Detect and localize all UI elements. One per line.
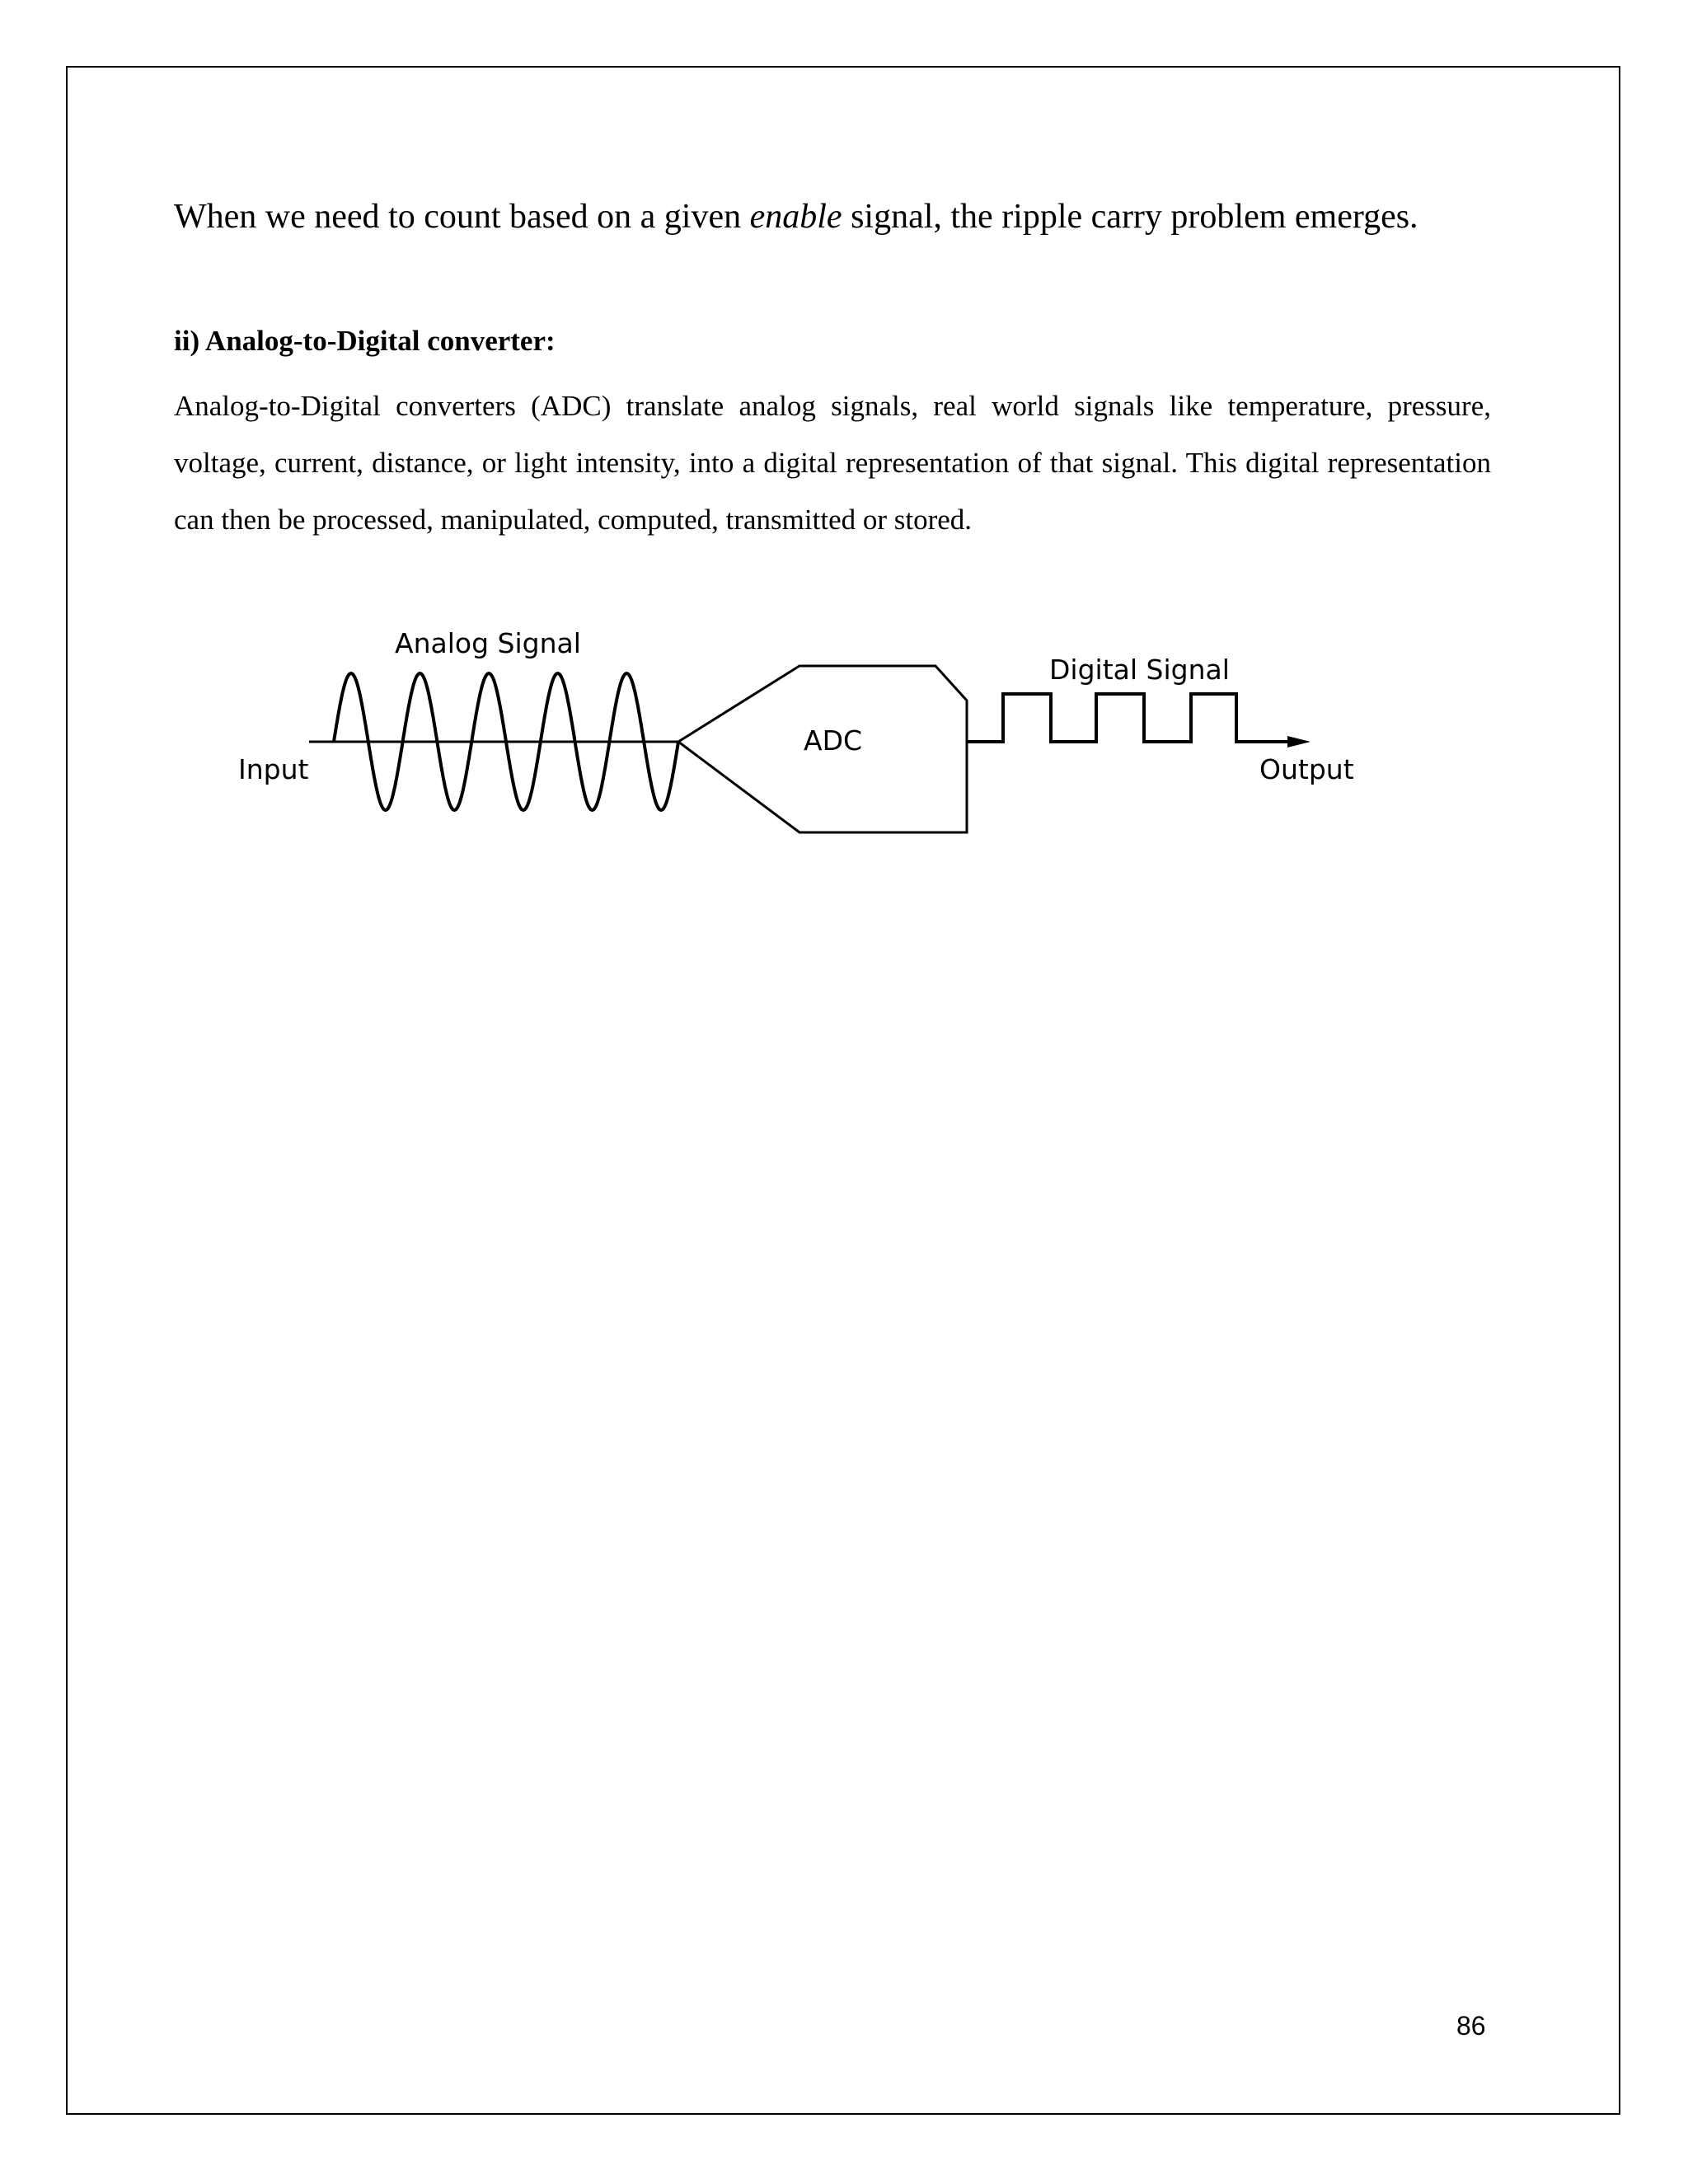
intro-text-start: When we need to count based on a given [174,198,750,236]
section-body: Analog-to-Digital converters (ADC) translate analog signals, real world signals like temperature, pressure, voltage, current, distance, or light intensity, into a digital representation of that signal. This digital representation can then be processed, manipulated, computed, transmitted or stored. [174,390,1491,536]
adc-label: ADC [804,724,863,757]
intro-text-end: signal, the ripple carry problem emerges. [842,198,1418,236]
analog-signal-label: Analog Signal [395,627,581,659]
digital-signal-label: Digital Signal [1049,654,1230,686]
digital-signal-wave [967,694,1302,742]
page-number: 86 [1456,2011,1486,2041]
intro-emphasis: enable [749,198,842,236]
input-label: Input [238,753,309,785]
section-heading: ii) Analog-to-Digital converter: [174,325,556,357]
output-arrowhead [1287,736,1311,748]
adc-diagram [0,0,1688,907]
output-label: Output [1259,753,1354,785]
